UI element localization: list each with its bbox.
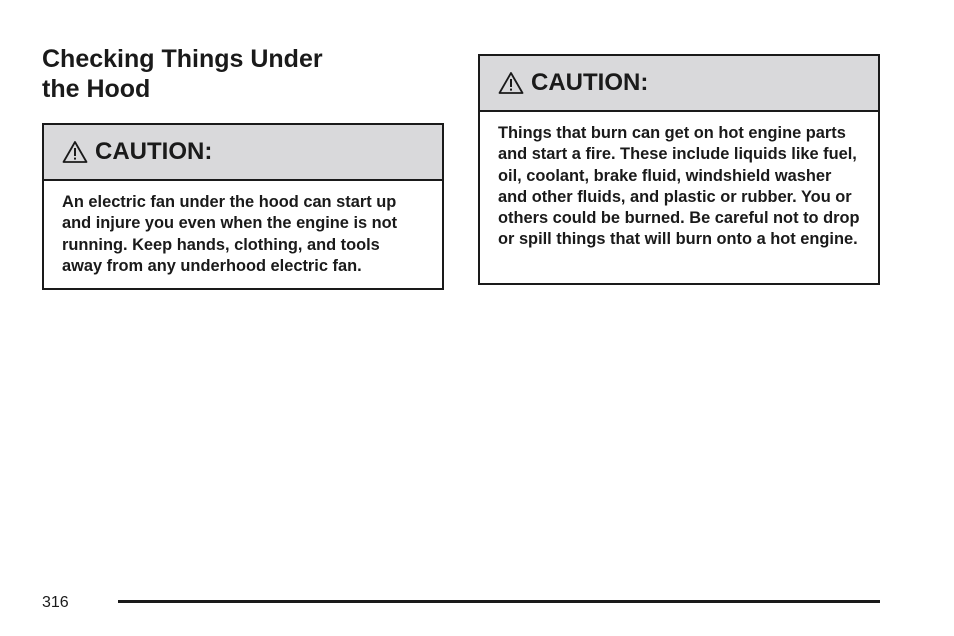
caution-header [480, 56, 878, 112]
warning-triangle-icon [498, 71, 524, 95]
caution-box-fan [42, 123, 444, 290]
caution-box-fire [478, 54, 880, 285]
page-number: 316 [42, 594, 69, 611]
footer-divider [118, 600, 880, 603]
caution-label: CAUTION: [95, 138, 213, 165]
section-title: Checking Things Under the Hood [42, 45, 323, 103]
caution-header [44, 125, 442, 181]
warning-triangle-icon [62, 140, 88, 164]
caution-text: Things that burn can get on hot engine parts and start a fire. These include liquids like fuel, oil, coolant, brake fluid, windshield washer and other fluids, and plastic or rubber. You or others could be burned. Be careful not to drop or spill things that will burn onto a hot engine. [498, 124, 860, 249]
caution-label: CAUTION: [531, 69, 649, 96]
caution-text: An electric fan under the hood can start up and injure you even when the engine is not running. Keep hands, clothing, and tools away from any underhood electric fan. [62, 193, 398, 275]
